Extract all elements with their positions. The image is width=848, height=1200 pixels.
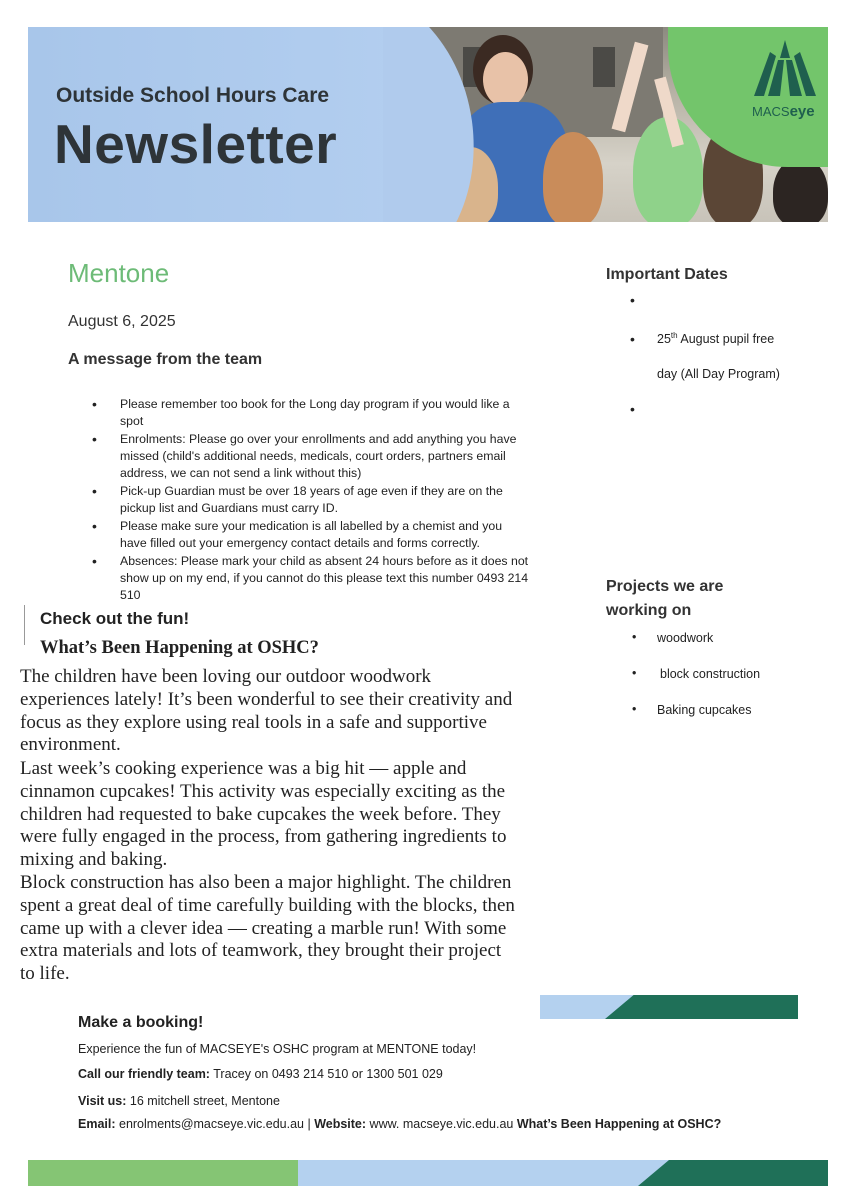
project-item: woodwork <box>657 631 714 645</box>
message-item: • Pick-up Guardian must be over 18 years of age even if they are on the pickup list and Guardians must carry ID. <box>92 483 532 517</box>
booking-trailing-heading: What’s Been Happening at OSHC? <box>516 1117 722 1131</box>
date-text: August pupil free <box>677 332 775 347</box>
email-label: Email: <box>78 1117 116 1131</box>
bullet-icon: • <box>632 666 637 680</box>
call-value: Tracey on 0493 214 510 or 1300 501 029 <box>209 1067 443 1081</box>
footer-strip-green <box>28 1160 298 1186</box>
photo-child <box>543 132 603 222</box>
message-item: • Absences: Please mark your child as absent 24 hours before as it does not show up on my end, if you cannot do this please text this number 0493 214 510 <box>92 553 532 604</box>
email-link[interactable]: enrolments@macseye.vic.edu.au | <box>115 1117 315 1131</box>
strip-green-band <box>605 995 798 1019</box>
happening-heading: What’s Been Happening at OSHC? <box>40 638 319 658</box>
bullet-icon: • <box>630 331 635 347</box>
happening-paragraph: Last week’s cooking experience was a big hit — apple and cinnamon cupcakes! This activity was especially exciting as the children had requested to bake cupcakes the week before. They were fully engaged in the process, from gathering ingredients to mixing and baking. <box>20 758 507 871</box>
booking-intro: Experience the fun of MACSEYE's OSHC program at MENTONE today! <box>78 1042 477 1056</box>
message-list <box>92 396 532 605</box>
message-item: • Enrolments: Please go over your enrollments and add anything you have missed (child's additional needs, medicals, court orders, partners email address, we can not send a link without this) <box>92 431 532 482</box>
call-label: Call our friendly team: <box>78 1067 210 1081</box>
visit-value: 16 mitchell street, Mentone <box>126 1094 280 1108</box>
happening-paragraph: The children have been loving our outdoor woodwork experiences lately! It’s been wonderful to see their creativity and focus as they explore using real tools in a safe and supportive environment. <box>20 666 513 756</box>
date-suffix: th <box>670 331 678 340</box>
bullet-icon: • <box>630 292 635 308</box>
photo-window <box>593 47 615 87</box>
website-link[interactable]: www. macseye.vic.edu.au <box>366 1117 517 1131</box>
project-item: block construction <box>660 667 761 681</box>
message-item: • Please make sure your medication is all labelled by a chemist and you have filled out your emergency contact details and forms correctly. <box>92 518 532 552</box>
booking-call <box>78 1067 443 1081</box>
booking-visit <box>78 1094 280 1108</box>
location-heading: Mentone <box>68 258 170 288</box>
header-title: Newsletter <box>54 113 338 175</box>
bullet-icon: • <box>630 401 635 417</box>
decorative-strip <box>540 995 798 1019</box>
message-heading: A message from the team <box>68 351 263 368</box>
footer-strip <box>28 1160 828 1186</box>
photo-teacher-face <box>483 52 528 107</box>
header-subtitle: Outside School Hours Care <box>56 84 330 107</box>
macseye-logo-icon <box>750 38 820 98</box>
logo-wordmark: MACSeye <box>752 103 815 120</box>
message-item: • Please remember too book for the Long day program if you would like a spot <box>92 396 532 430</box>
date-day: 25 <box>657 332 671 347</box>
booking-contact <box>78 1117 721 1131</box>
section-divider <box>24 605 25 645</box>
newsletter-date: August 6, 2025 <box>68 313 176 330</box>
footer-strip-dark-green <box>638 1160 828 1186</box>
fun-heading: Check out the fun! <box>40 609 190 628</box>
website-label: Website: <box>314 1117 367 1131</box>
bullet-icon: • <box>632 702 637 716</box>
important-dates-heading: Important Dates <box>606 266 728 283</box>
important-date-item-cont: day (All Day Program) <box>657 367 780 381</box>
important-date-item <box>657 331 774 346</box>
projects-heading: Projects we are working on <box>606 578 724 619</box>
project-item: Baking cupcakes <box>657 703 752 717</box>
bullet-icon: • <box>632 630 637 644</box>
happening-paragraph: Block construction has also been a major highlight. The children spent a great deal of time carefully building with the blocks, then came up with a clever idea — creating a marble run! With some extra materials and lots of teamwork, they brought their project to life. <box>20 872 515 985</box>
booking-heading: Make a booking! <box>78 1014 204 1031</box>
visit-label: Visit us: <box>78 1094 127 1108</box>
